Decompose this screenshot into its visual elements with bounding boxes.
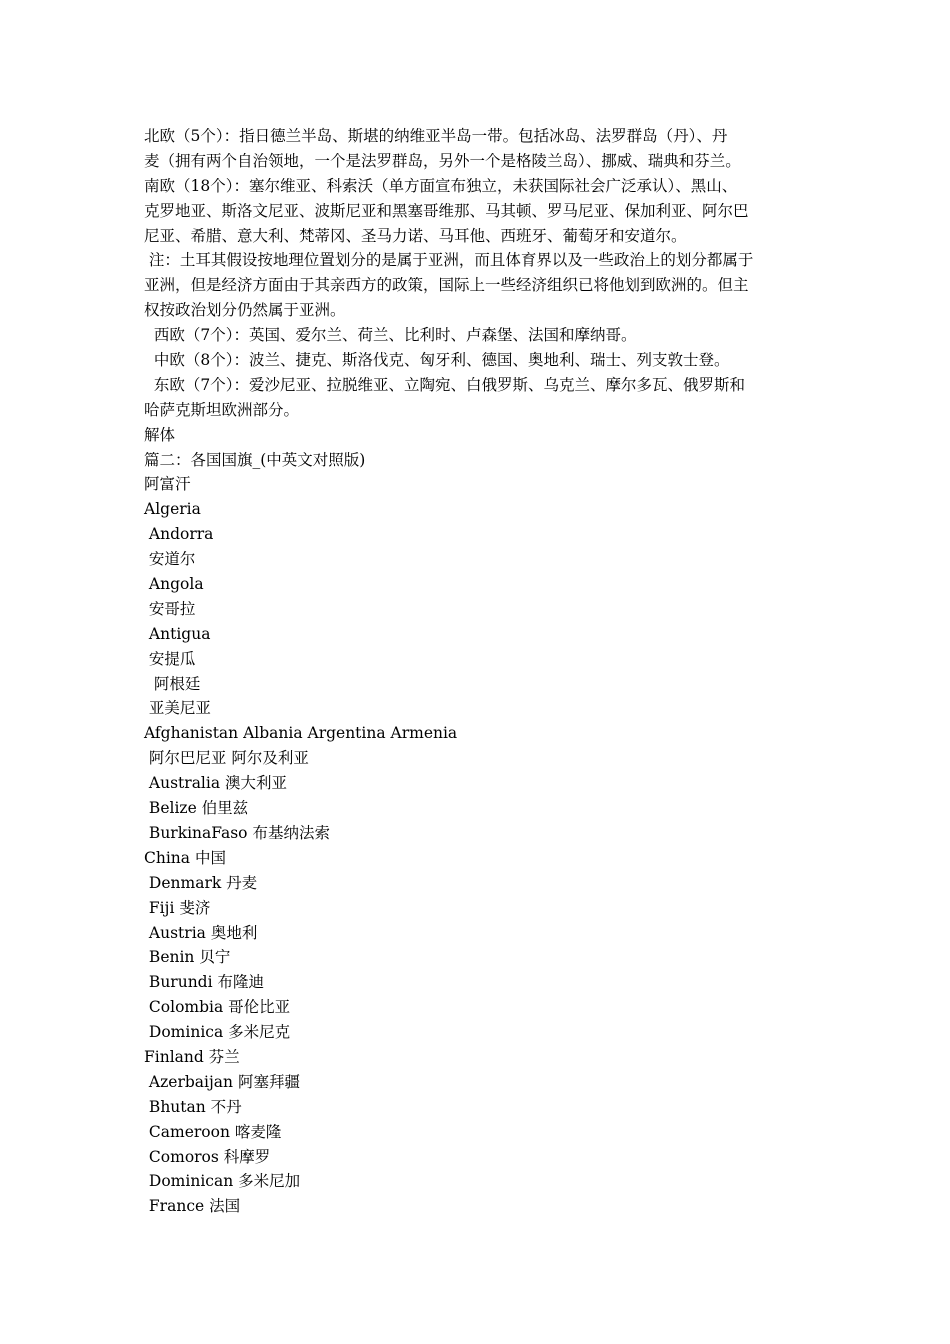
text-line: 中欧（8个）：波兰、捷克、斯洛伐克、匈牙利、德国、奥地利、瑞士、列支敦士登。	[144, 351, 730, 370]
country-entry: Angola	[144, 575, 204, 594]
text-line: 亚洲，但是经济方面由于其亲西方的政策，国际上一些经济组织已将他划到欧洲的。但主	[144, 276, 749, 295]
country-entry: Algeria	[144, 500, 201, 519]
country-entry: Australia 澳大利亚	[144, 774, 288, 793]
section-heading: 篇二：各国国旗_(中英文对照版)	[144, 450, 366, 469]
country-entry: Belize 伯里兹	[144, 799, 249, 818]
country-entry: BurkinaFaso 布基纳法索	[144, 823, 330, 842]
text-line: 东欧（7个）：爱沙尼亚、拉脱维亚、立陶宛、白俄罗斯、乌克兰、摩尔多瓦、俄罗斯和	[144, 375, 745, 394]
country-entry: 安提瓜	[144, 649, 196, 668]
text-line: 南欧（18个）：塞尔维亚、科索沃（单方面宣布独立，未获国际社会广泛承认）、黑山、	[144, 176, 738, 195]
text-line: 西欧（7个）：英国、爱尔兰、荷兰、比利时、卢森堡、法国和摩纳哥。	[144, 326, 637, 345]
text-line: 注：土耳其假设按地理位置划分的是属于亚洲，而且体育界以及一些政治上的划分都属于	[144, 251, 754, 270]
country-entry: Finland 芬兰	[144, 1047, 240, 1066]
country-entry: 安道尔	[144, 550, 196, 569]
country-entry: Comoros 科摩罗	[144, 1147, 271, 1166]
document-body	[144, 124, 808, 1219]
country-entry: 阿富汗	[144, 475, 191, 494]
country-entry: France 法国	[144, 1197, 241, 1216]
text-line: 麦（拥有两个自治领地，一个是法罗群岛，另外一个是格陵兰岛）、挪威、瑞典和芬兰。	[144, 151, 741, 170]
country-entry: 阿根廷	[144, 674, 201, 693]
country-entry: Burundi 布隆迪	[144, 973, 264, 992]
country-entry: Andorra	[144, 525, 214, 544]
country-entry: Antigua	[144, 624, 211, 643]
country-entry: Benin 贝宁	[144, 948, 231, 967]
country-entry: Austria 奥地利	[144, 923, 258, 942]
country-entry: Denmark 丹麦	[144, 873, 258, 892]
country-entry: Afghanistan Albania Argentina Armenia	[144, 724, 458, 743]
country-entry: 安哥拉	[144, 599, 196, 618]
country-entry: Cameroon 喀麦隆	[144, 1122, 282, 1141]
text-line: 克罗地亚、斯洛文尼亚、波斯尼亚和黑塞哥维那、马其顿、罗马尼亚、保加利亚、阿尔巴	[144, 201, 749, 220]
country-entry: Dominica 多米尼克	[144, 1023, 291, 1042]
country-entry: 亚美尼亚	[144, 699, 211, 718]
text-line: 权按政治划分仍然属于亚洲。	[144, 301, 346, 320]
text-line: 尼亚、希腊、意大利、梵蒂冈、圣马力诺、马耳他、西班牙、葡萄牙和安道尔。	[144, 226, 687, 245]
country-entry: 阿尔巴尼亚 阿尔及利亚	[144, 749, 309, 768]
text-line: 哈萨克斯坦欧洲部分。	[144, 400, 300, 419]
country-entry: Bhutan 不丹	[144, 1097, 242, 1116]
section-heading: 解体	[144, 425, 176, 444]
country-entry: Colombia 哥伦比亚	[144, 998, 291, 1017]
country-entry: Dominican 多米尼加	[144, 1172, 301, 1191]
country-entry: Fiji 斐济	[144, 898, 211, 917]
country-entry: China 中国	[144, 848, 226, 867]
country-entry: Azerbaijan 阿塞拜疆	[144, 1072, 300, 1091]
text-line: 北欧（5个）：指日德兰半岛、斯堪的纳维亚半岛一带。包括冰岛、法罗群岛（丹）、丹	[144, 127, 728, 145]
